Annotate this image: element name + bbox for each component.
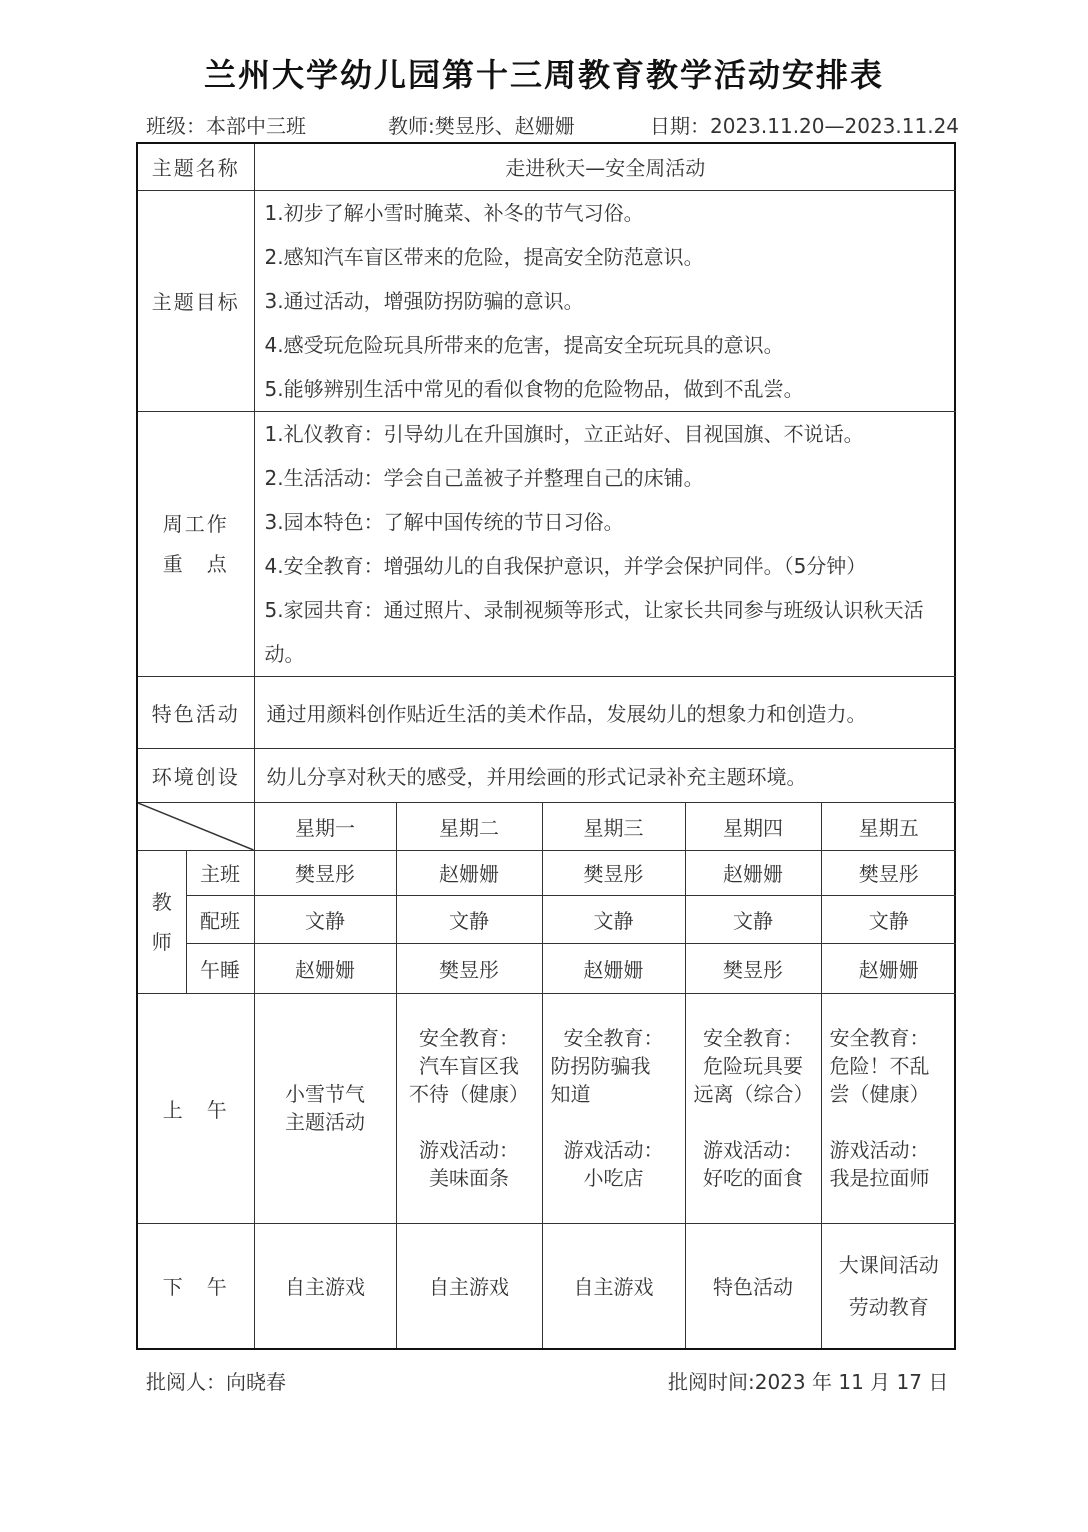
morning-line: 安全教育：: [829, 1025, 930, 1050]
goal-item: 2.感知汽车盲区带来的危险，提高安全防范意识。: [264, 244, 704, 269]
teacher-cell: 文静: [685, 895, 821, 943]
afternoon-cell: 自主游戏: [254, 1223, 396, 1348]
morning-line: 不待（健康）: [409, 1081, 529, 1106]
morning-line: 尝（健康）: [829, 1081, 930, 1106]
morning-line: 安全教育：: [563, 1025, 664, 1050]
teacher-cell: 赵姗姗: [821, 943, 956, 993]
class-info: 班级：本部中三班: [146, 114, 306, 138]
week-focus-list: [254, 411, 956, 676]
afternoon-label: 下 午: [138, 1223, 254, 1348]
morning-line: 游戏活动：: [563, 1137, 664, 1162]
diagonal-line: [138, 803, 254, 850]
day-header-row: [138, 802, 956, 850]
environment-value: 幼儿分享对秋天的感受，并用绘画的形式记录补充主题环境。: [254, 748, 956, 802]
morning-line: 安全教育：: [703, 1025, 803, 1050]
teacher-cell: 樊昱彤: [821, 850, 956, 895]
teacher-cell: 文静: [396, 895, 542, 943]
teacher-group-label: [138, 850, 186, 993]
goal-item: 3.通过活动，增强防拐防骗的意识。: [264, 288, 584, 313]
teacher-cell: 樊昱彤: [685, 943, 821, 993]
focus-item: 1.礼仪教育：引导幼儿在升国旗时，立正站好、目视国旗、不说话。: [264, 421, 864, 446]
teacher-cell: 赵姗姗: [396, 850, 542, 895]
focus-item: 4.安全教育：增强幼儿的自我保护意识，并学会保护同伴。（5分钟）: [264, 553, 867, 578]
morning-mon: [254, 993, 396, 1223]
focus-item: 3.园本特色：了解中国传统的节日习俗。: [264, 509, 624, 534]
teacher-group-label-1: 教: [151, 889, 172, 914]
goal-item: 4.感受玩危险玩具所带来的危害，提高安全玩玩具的意识。: [264, 332, 784, 357]
teacher-cell: 赵姗姗: [254, 943, 396, 993]
morning-tue: [396, 993, 542, 1223]
special-activity-row: [138, 676, 956, 748]
morning-line: 汽车盲区我: [419, 1053, 519, 1078]
day-header-tue: 星期二: [396, 802, 542, 850]
afternoon-cell: 自主游戏: [542, 1223, 685, 1348]
teacher-cell: 樊昱彤: [254, 850, 396, 895]
morning-row: [138, 993, 956, 1223]
teacher-cell: 文静: [542, 895, 685, 943]
special-activity-value: 通过用颜料创作贴近生活的美术作品，发展幼儿的想象力和创造力。: [254, 676, 956, 748]
morning-line: 小吃店: [583, 1165, 644, 1190]
morning-line: 远离（综合）: [693, 1081, 814, 1106]
morning-mon-line: 主题活动: [285, 1110, 365, 1134]
teacher-role: 午睡: [186, 943, 254, 993]
afternoon-fri-line: 大课间活动: [838, 1252, 939, 1277]
teacher-cell: 樊昱彤: [396, 943, 542, 993]
teacher-role: 配班: [186, 895, 254, 943]
morning-line: 游戏活动：: [703, 1137, 803, 1162]
teacher-group-label-2: 师: [151, 929, 172, 954]
day-header-fri: 星期五: [821, 802, 956, 850]
teacher-row-main: [138, 850, 956, 895]
day-header-wed: 星期三: [542, 802, 685, 850]
morning-fri: [821, 993, 956, 1223]
teacher-info: 教师:樊昱彤、赵姗姗: [388, 114, 575, 138]
week-focus-label: [138, 411, 254, 676]
morning-line: 游戏活动：: [419, 1137, 519, 1162]
morning-label: 上 午: [138, 993, 254, 1223]
theme-name-row: [138, 144, 956, 190]
teacher-cell: 文静: [254, 895, 396, 943]
morning-mon-line: 小雪节气: [285, 1082, 365, 1106]
teacher-row-nap: [138, 943, 956, 993]
morning-line: 知道: [550, 1081, 591, 1106]
date-info: 日期：2023.11.20—2023.11.24: [650, 114, 960, 138]
teacher-cell: 赵姗姗: [542, 943, 685, 993]
teacher-role: 主班: [186, 850, 254, 895]
theme-name-label: 主题名称: [138, 144, 254, 190]
afternoon-cell: 自主游戏: [396, 1223, 542, 1348]
teacher-cell: 文静: [821, 895, 956, 943]
morning-line: 美味面条: [429, 1165, 509, 1190]
focus-item: 5.家园共育：通过照片、录制视频等形式，让家长共同参与班级认识秋天活动。: [264, 597, 924, 666]
morning-line: 安全教育：: [419, 1025, 519, 1050]
goal-item: 5.能够辨别生活中常见的看似食物的危险物品，做到不乱尝。: [264, 376, 804, 401]
morning-line: 好吃的面食: [703, 1165, 803, 1190]
reviewer: 批阅人：向晓春: [146, 1370, 286, 1394]
special-activity-label: 特色活动: [138, 676, 254, 748]
morning-thu: [685, 993, 821, 1223]
morning-wed: [542, 993, 685, 1223]
morning-line: 危险玩具要: [703, 1053, 803, 1078]
review-time: 批阅时间:2023 年 11 月 17 日: [668, 1370, 949, 1394]
theme-name-value: 走进秋天—安全周活动: [254, 144, 956, 190]
day-header-thu: 星期四: [685, 802, 821, 850]
page-title: 兰州大学幼儿园第十三周教育教学活动安排表: [203, 56, 884, 94]
morning-line: 危险！不乱: [829, 1053, 930, 1078]
focus-item: 2.生活活动：学会自己盖被子并整理自己的床铺。: [264, 465, 704, 490]
theme-goals-row: [138, 190, 956, 411]
theme-goals-label: 主题目标: [138, 190, 254, 411]
afternoon-cell: 特色活动: [685, 1223, 821, 1348]
afternoon-fri-line: 劳动教育: [848, 1294, 929, 1319]
diagonal-header-cell: [138, 802, 254, 850]
goal-item: 1.初步了解小雪时腌菜、补冬的节气习俗。: [264, 200, 644, 225]
morning-line: 游戏活动：: [829, 1137, 930, 1162]
environment-row: [138, 748, 956, 802]
morning-line: 防拐防骗我: [550, 1053, 651, 1078]
teacher-row-assist: [138, 895, 956, 943]
day-header-mon: 星期一: [254, 802, 396, 850]
environment-label: 环境创设: [138, 748, 254, 802]
morning-line: 我是拉面师: [829, 1165, 930, 1190]
afternoon-row: [138, 1223, 956, 1348]
teacher-cell: 赵姗姗: [685, 850, 821, 895]
week-focus-label-line1: 周工作: [162, 511, 229, 536]
afternoon-fri: [821, 1223, 956, 1348]
theme-goals-list: [254, 190, 956, 411]
teacher-cell: 樊昱彤: [542, 850, 685, 895]
week-focus-row: [138, 411, 956, 676]
week-focus-label-line2: 重 点: [162, 551, 229, 576]
schedule-table: [136, 142, 956, 1350]
